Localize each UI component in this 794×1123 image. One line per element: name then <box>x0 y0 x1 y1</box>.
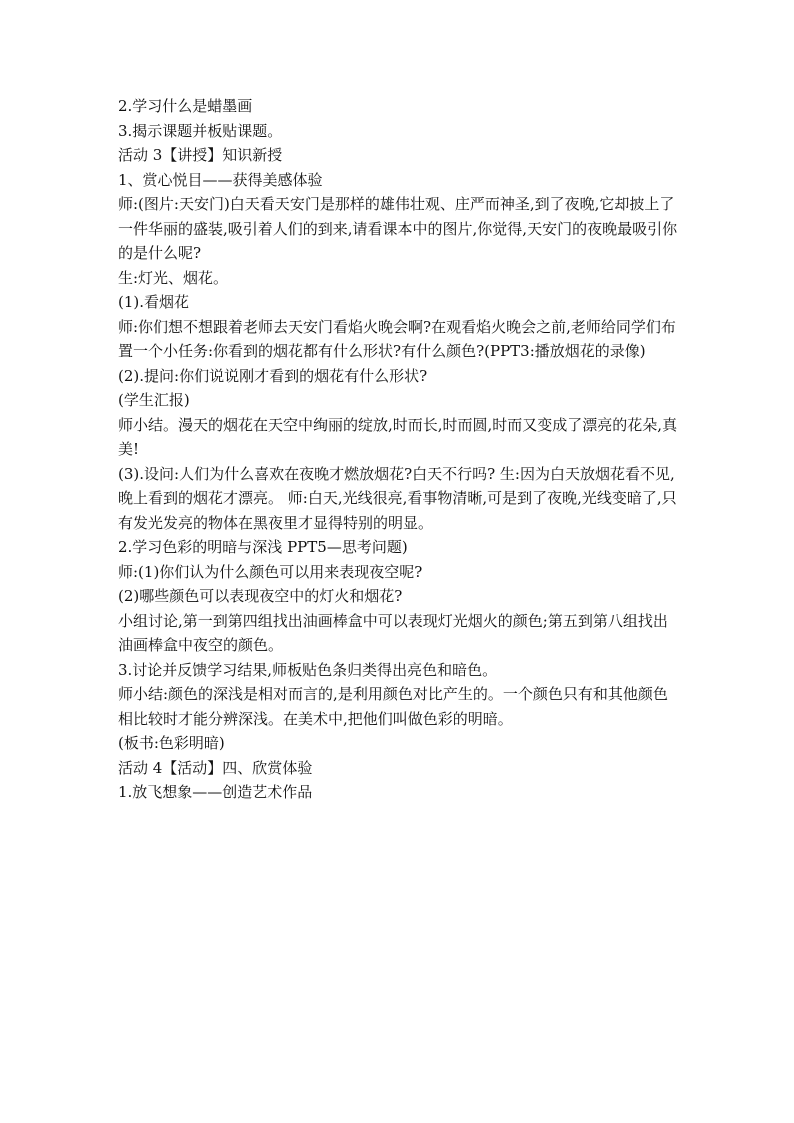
teacher-fireworks-task-paragraph: 师:你们想不想跟着老师去天安门看焰火晚会啊?在观看焰火晚会之前,老师给同学们布置一个小任务:你看到的烟花都有什么形状?有什么颜色?(PPT3:播放烟花的录像) <box>118 317 676 360</box>
question-night-sky-paragraph: 师:(1)你们认为什么颜色可以用来表现夜空呢? <box>118 562 423 581</box>
paragraph-item-2: 2.学习什么是蜡墨画 <box>118 97 253 115</box>
imagination-heading: 1.放飞想象——创造艺术作品 <box>118 783 313 801</box>
paragraph-reveal-topic: 3.揭示课题并板贴课题。 <box>118 121 283 140</box>
group-discussion-paragraph: 小组讨论,第一到第四组找出油画棒盒中可以表现灯光烟火的颜色;第五到第八组找出油画棒盒中夜空的颜色。 <box>118 611 668 654</box>
teacher-summary-paragraph: 师小结。漫天的烟花在天空中绚丽的绽放,时而长,时而圆,时而又变成了漂亮的花朵,真美! <box>118 415 678 458</box>
watch-fireworks-heading: (1).看烟花 <box>118 293 190 311</box>
color-brightness-heading: 2.学习色彩的明暗与深浅 PPT5—思考问题) <box>118 538 408 556</box>
activity-3-heading: 活动 3【讲授】知识新授 <box>118 146 283 164</box>
document-body <box>118 94 678 805</box>
feedback-paragraph: 3.讨论并反馈学习结果,师板贴色条归类得出亮色和暗色。 <box>118 660 498 679</box>
question-shape-paragraph: (2).提问:你们说说刚才看到的烟花有什么形状? <box>118 366 428 385</box>
board-note-paragraph: (板书:色彩明暗) <box>118 734 225 752</box>
question-lights-paragraph: (2)哪些颜色可以表现夜空中的灯火和烟花? <box>118 587 403 605</box>
activity-4-heading: 活动 4【活动】四、欣赏体验 <box>118 758 313 777</box>
student-answer-paragraph: 生:灯光、烟花。 <box>118 268 229 287</box>
student-report-paragraph: (学生汇报) <box>118 391 190 409</box>
teacher-color-summary-paragraph: 师小结:颜色的深浅是相对而言的,是利用颜色对比产生的。一个颜色只有和其他颜色相比较时才能分辨深浅。在美术中,把他们叫做色彩的明暗。 <box>118 685 668 728</box>
section-aesthetic-experience: 1、赏心悦目——获得美感体验 <box>118 170 323 189</box>
teacher-tiananmen-paragraph: 师:(图片:天安门)白天看天安门是那样的雄伟壮观、庄严而神圣,到了夜晚,它却披上了一件华丽的盛装,吸引着人们的到来,请看课本中的图片,你觉得,天安门的夜晚最吸引你的是什么呢? <box>118 195 678 262</box>
night-fireworks-question-paragraph: (3).设问:人们为什么喜欢在夜晚才燃放烟花?白天不行吗? 生:因为白天放烟花看不见,晚上看到的烟花才漂亮。 师:白天,光线很亮,看事物清晰,可是到了夜晚,光线变暗了,只有发光发亮的物体在黑夜里才显得特别的明显。 <box>118 464 677 532</box>
